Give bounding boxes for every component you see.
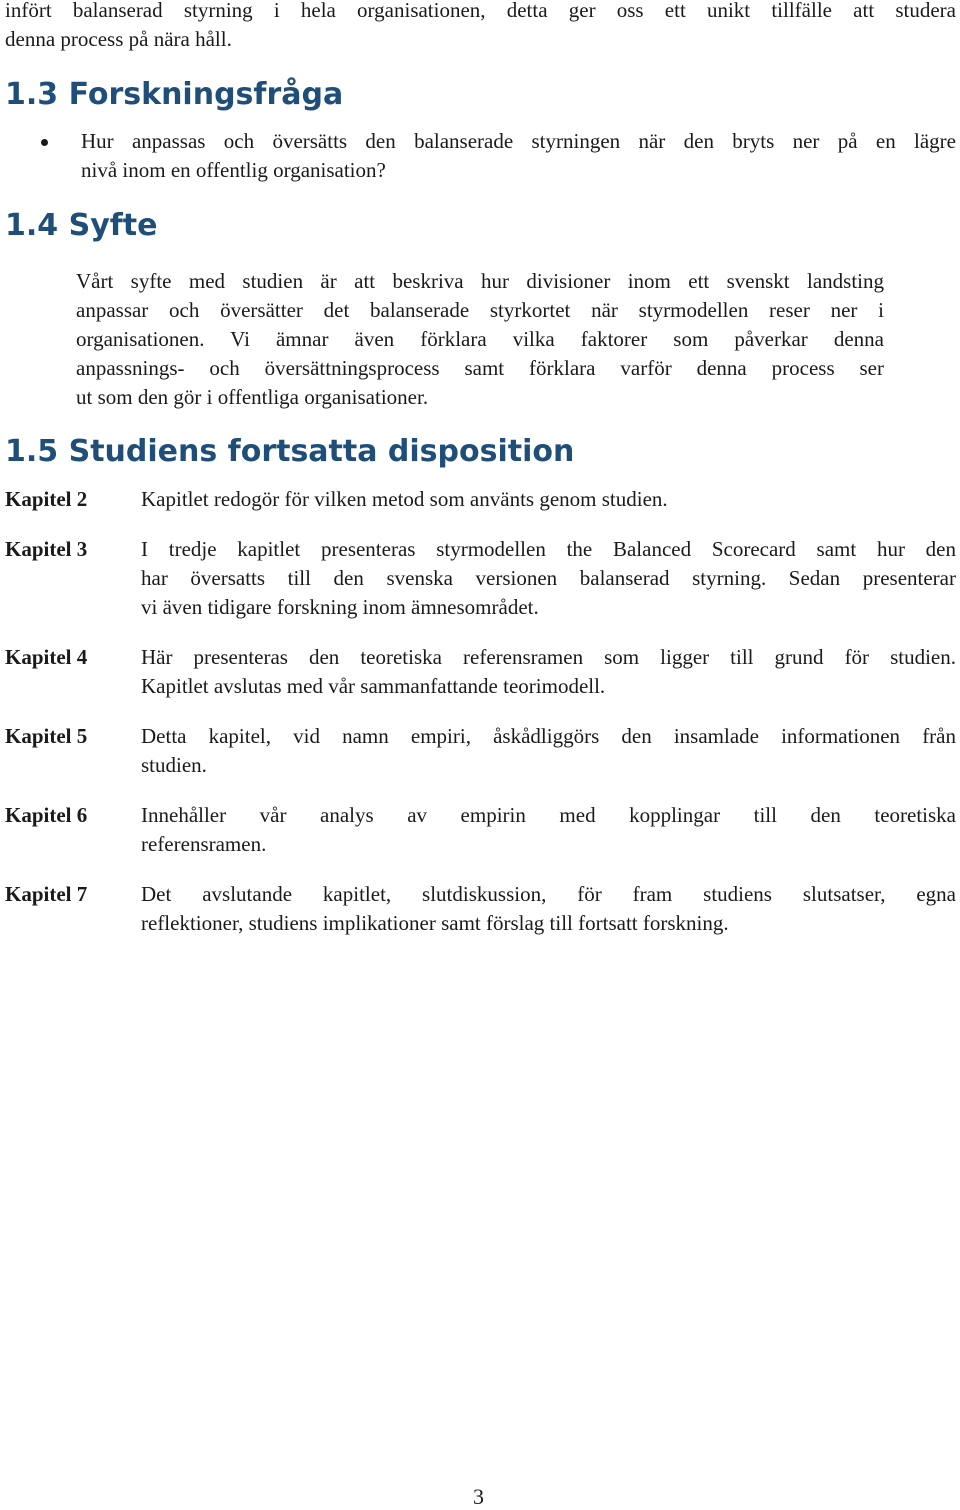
- syfte-line: organisationen. Vi ämnar även förklara vilka faktorer som påverkar denna: [76, 327, 884, 351]
- chapter-description-line: Innehåller vår analys av empirin med kopplingar till den teoretiska: [141, 803, 956, 827]
- page-number: 3: [473, 1484, 484, 1509]
- syfte-line: ut som den gör i offentliga organisationer.: [76, 385, 429, 409]
- chapter-description-line: Detta kapitel, vid namn empiri, åskådliggörs den insamlade informationen från: [141, 724, 956, 748]
- chapter-description-line: I tredje kapitlet presenteras styrmodellen the Balanced Scorecard samt hur den: [141, 537, 956, 561]
- syfte-line: anpassnings- och översättningsprocess samt förklara varför denna process ser: [76, 356, 884, 380]
- bullet-icon: [41, 139, 48, 146]
- heading-disposition: 1.5 Studiens fortsatta disposition: [5, 434, 575, 469]
- heading-forskningsfraga: 1.3 Forskningsfråga: [5, 77, 344, 112]
- chapter-description-line: referensramen.: [141, 832, 267, 856]
- chapter-description-line: Kapitlet avslutas med vår sammanfattande teorimodell.: [141, 674, 606, 698]
- heading-syfte: 1.4 Syfte: [5, 208, 158, 243]
- syfte-line: anpassar och översätter det balanserade styrkortet när styrmodellen reser ner i: [76, 298, 884, 322]
- chapter-label: Kapitel 6: [5, 803, 88, 827]
- intro-line-1: infört balanserad styrning i hela organisationen, detta ger oss ett unikt tillfälle att studera: [5, 0, 956, 22]
- chapter-description-line: reflektioner, studiens implikationer samt förslag till fortsatt forskning.: [141, 911, 729, 935]
- chapter-description-line: vi även tidigare forskning inom ämnesområdet.: [141, 595, 539, 619]
- chapter-label: Kapitel 3: [5, 537, 88, 561]
- research-question-line-1: Hur anpassas och översätts den balanserade styrningen när den bryts ner på en lägre: [81, 129, 956, 153]
- chapter-description-line: studien.: [141, 753, 207, 777]
- research-question-line-2: nivå inom en offentlig organisation?: [81, 158, 386, 182]
- chapter-label: Kapitel 5: [5, 724, 88, 748]
- chapter-description-line: har översatts till den svenska versionen balanserad styrning. Sedan presenterar: [141, 566, 956, 590]
- syfte-line: Vårt syfte med studien är att beskriva hur divisioner inom ett svenskt landsting: [76, 269, 884, 293]
- chapter-description-line: Här presenteras den teoretiska referensramen som ligger till grund för studien.: [141, 645, 956, 669]
- chapter-description-line: Det avslutande kapitlet, slutdiskussion, för fram studiens slutsatser, egna: [141, 882, 956, 906]
- chapter-label: Kapitel 2: [5, 487, 88, 511]
- intro-line-2: denna process på nära håll.: [5, 27, 232, 51]
- chapter-label: Kapitel 7: [5, 882, 88, 906]
- chapter-description-line: Kapitlet redogör för vilken metod som använts genom studien.: [141, 487, 668, 511]
- chapter-label: Kapitel 4: [5, 645, 88, 669]
